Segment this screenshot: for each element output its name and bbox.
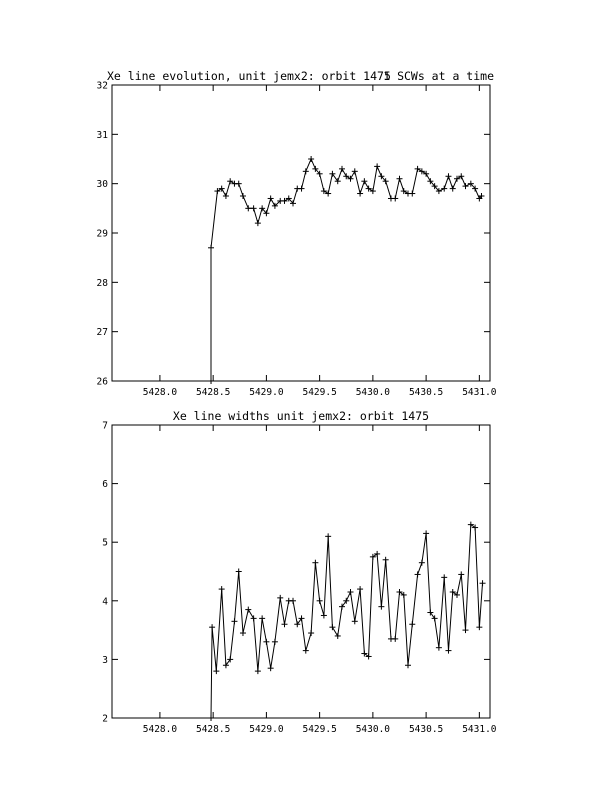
chart-top-subtitle: 1 SCWs at a time [383, 69, 494, 83]
bottom-data-point [277, 595, 283, 601]
top-xtick-label: 5428.5 [195, 387, 231, 398]
bottom-series-line [211, 525, 483, 718]
bottom-data-point [259, 615, 265, 621]
bottom-data-point [312, 560, 318, 566]
top-data-point [245, 205, 251, 211]
bottom-data-point [268, 665, 274, 671]
bottom-data-point [219, 586, 225, 592]
bottom-data-point [352, 618, 358, 624]
top-xtick-label: 5429.5 [302, 387, 337, 398]
bottom-data-point [290, 598, 296, 604]
top-data-point [236, 181, 242, 187]
bottom-data-point [436, 645, 442, 651]
top-ytick-label: 26 [96, 376, 108, 388]
top-ytick-label: 28 [96, 277, 108, 289]
top-data-point [357, 191, 363, 197]
bottom-data-point [450, 589, 456, 595]
plot-frame-bottom [112, 425, 490, 718]
top-ytick-label: 29 [96, 228, 108, 240]
bottom-data-point [209, 624, 215, 630]
bottom-data-point [401, 592, 407, 598]
top-data-point [441, 186, 447, 192]
top-ytick-label: 32 [96, 80, 108, 92]
bottom-data-point [281, 621, 287, 627]
series-top [208, 156, 484, 384]
bottom-data-point [415, 571, 421, 577]
bottom-ytick-label: 5 [102, 537, 108, 549]
top-xtick-label: 5430.0 [355, 387, 391, 398]
bottom-data-point [329, 624, 335, 630]
top-xtick-label: 5431.0 [462, 387, 497, 398]
ticks-bottom [102, 421, 497, 736]
top-data-point [255, 220, 261, 226]
bottom-data-point [251, 615, 257, 621]
bottom-ytick-label: 6 [102, 479, 108, 491]
top-ytick-label: 27 [96, 327, 108, 339]
bottom-data-point [357, 586, 363, 592]
bottom-xtick-label: 5429.0 [249, 724, 284, 735]
top-data-point [392, 195, 398, 201]
bottom-data-point [321, 612, 327, 618]
top-data-point [268, 195, 274, 201]
top-xtick-label: 5429.0 [249, 387, 284, 398]
bottom-xtick-label: 5430.5 [408, 724, 444, 735]
top-data-point [299, 186, 305, 192]
top-data-point [374, 163, 380, 169]
chart-top [97, 69, 497, 398]
bottom-data-point [361, 651, 367, 657]
top-data-point [240, 193, 246, 199]
bottom-data-point [370, 554, 376, 560]
series-bottom [208, 522, 486, 721]
bottom-xtick-label: 5431.0 [462, 724, 497, 735]
bottom-data-point [348, 589, 354, 595]
bottom-data-point [423, 530, 429, 536]
bottom-data-point [441, 574, 447, 580]
bottom-data-point [463, 627, 469, 633]
plot-frame-top [112, 85, 490, 381]
bottom-data-point [396, 589, 402, 595]
bottom-data-point [231, 618, 237, 624]
top-xtick-label: 5430.5 [408, 387, 444, 398]
top-xtick-label: 5428.0 [142, 387, 178, 398]
bottom-data-point [409, 621, 415, 627]
bottom-data-point [472, 525, 478, 531]
top-data-point [445, 173, 451, 179]
bottom-data-point [325, 533, 331, 539]
bottom-data-point [240, 630, 246, 636]
bottom-xtick-label: 5428.5 [195, 724, 231, 735]
bottom-data-point [405, 662, 411, 668]
bottom-data-point [476, 624, 482, 630]
top-data-point [352, 168, 358, 174]
bottom-data-point [454, 592, 460, 598]
bottom-data-point [392, 636, 398, 642]
bottom-ytick-label: 2 [102, 713, 108, 725]
bottom-data-point [255, 668, 261, 674]
top-data-point [396, 176, 402, 182]
bottom-data-point [245, 607, 251, 613]
top-data-point [251, 205, 257, 211]
top-ytick-label: 30 [96, 179, 108, 191]
bottom-data-point [468, 522, 474, 528]
bottom-ytick-label: 3 [102, 654, 108, 666]
top-data-point [361, 178, 367, 184]
bottom-data-point [263, 639, 269, 645]
bottom-data-point [335, 633, 341, 639]
chart-top-title: Xe line evolution, unit jemx2: orbit 1475 [107, 69, 391, 83]
bottom-data-point [374, 551, 380, 557]
chart-bottom-title: Xe line widths unit jemx2: orbit 1475 [172, 409, 430, 423]
bottom-data-point [366, 653, 372, 659]
chart-bottom [102, 409, 497, 735]
top-data-point [409, 191, 415, 197]
bottom-data-point [419, 560, 425, 566]
ticks-top [97, 81, 497, 399]
bottom-ytick-label: 7 [102, 420, 108, 432]
top-data-point [208, 245, 214, 251]
bottom-data-point [236, 569, 242, 575]
bottom-data-point [272, 639, 278, 645]
bottom-xtick-label: 5430.0 [355, 724, 391, 735]
bottom-xtick-label: 5428.0 [142, 724, 178, 735]
bottom-data-point [383, 557, 389, 563]
bottom-data-point [378, 604, 384, 610]
top-data-point [463, 183, 469, 189]
bottom-data-point [480, 580, 486, 586]
bottom-ytick-label: 4 [102, 596, 108, 608]
bottom-xtick-label: 5429.5 [302, 724, 337, 735]
top-data-point [308, 156, 314, 162]
bottom-data-point [458, 571, 464, 577]
bottom-data-point [445, 648, 451, 654]
top-ytick-label: 31 [96, 129, 108, 141]
top-series-line [211, 159, 482, 381]
bottom-data-point [308, 630, 314, 636]
top-data-point [339, 166, 345, 172]
bottom-data-point [213, 668, 219, 674]
bottom-data-point [317, 598, 323, 604]
top-data-point [450, 186, 456, 192]
bottom-data-point [303, 648, 309, 654]
top-data-point [303, 168, 309, 174]
top-data-point [223, 193, 229, 199]
